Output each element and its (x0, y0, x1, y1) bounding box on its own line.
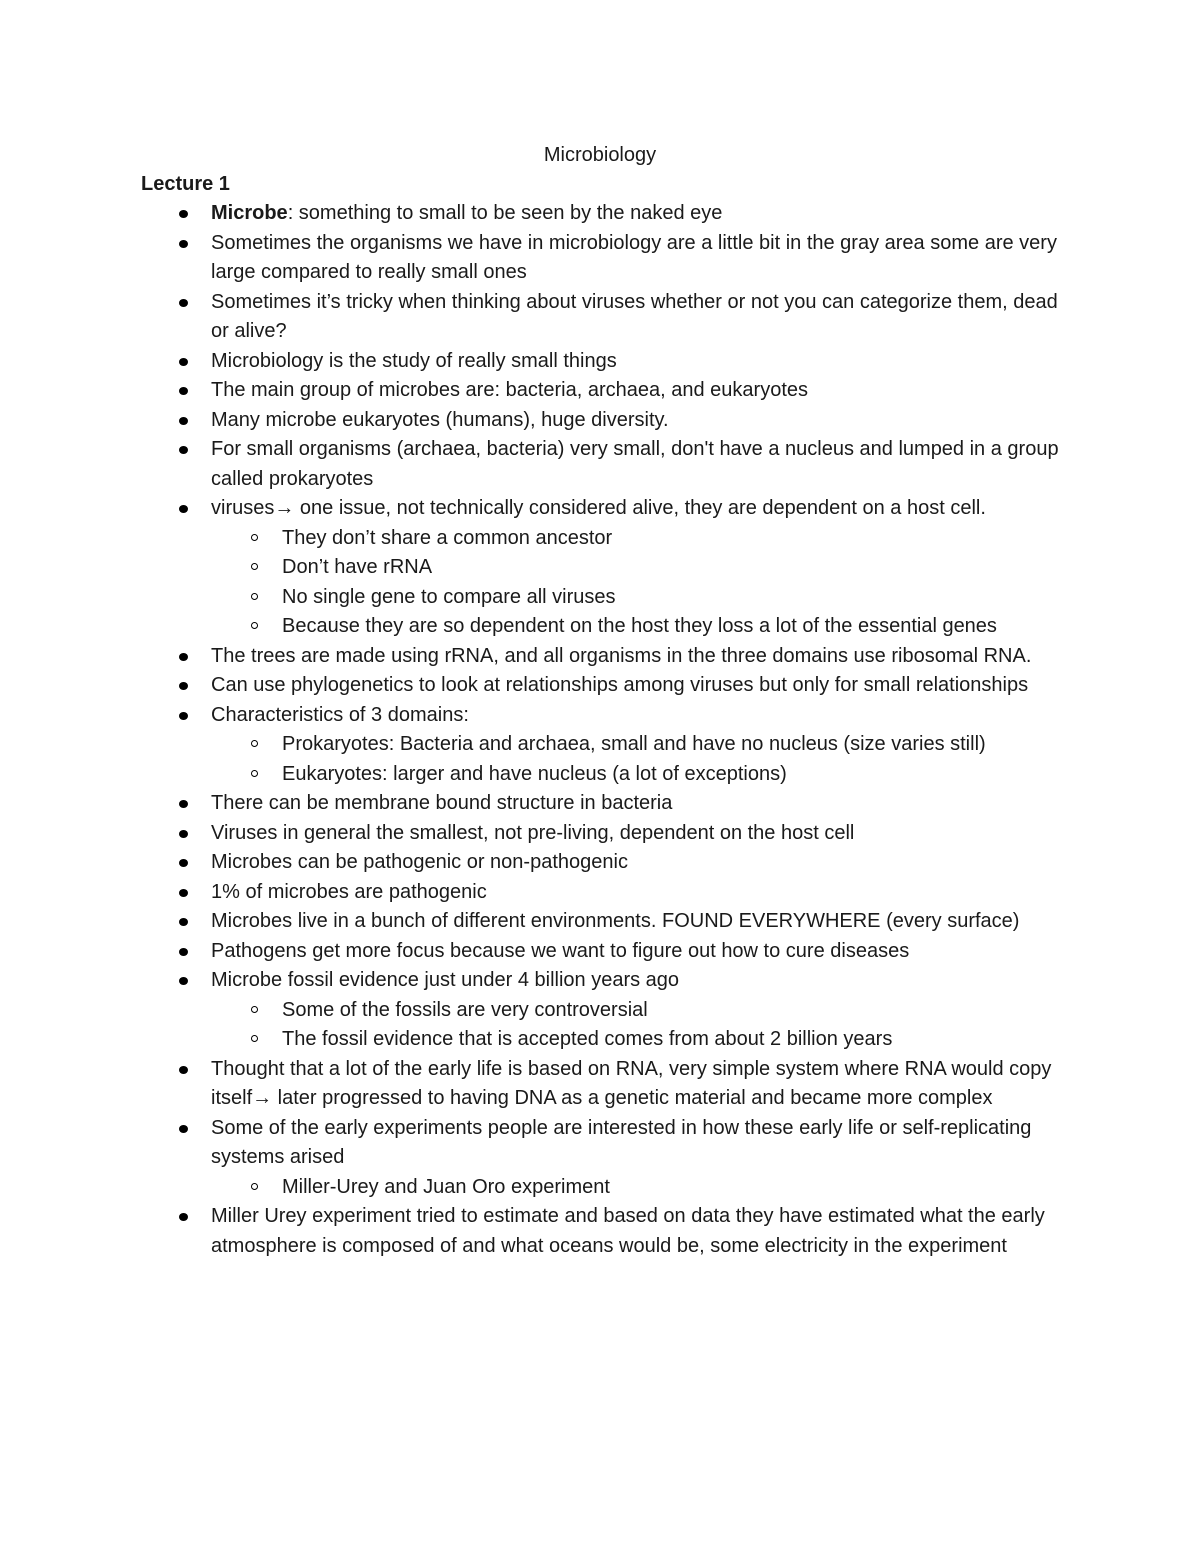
list-item: Microbe fossil evidence just under 4 billion years ago (211, 966, 1071, 996)
list-item: Characteristics of 3 domains: (211, 701, 1071, 731)
sub-list-item: No single gene to compare all viruses (282, 583, 1071, 613)
sub-list-item: Because they are so dependent on the host they loss a lot of the essential genes (282, 612, 1071, 642)
list-item: Many microbe eukaryotes (humans), huge diversity. (211, 406, 1071, 436)
list-item: Some of the early experiments people are interested in how these early life or self-replicating systems arised (211, 1114, 1071, 1173)
list-item: Microbiology is the study of really small things (211, 347, 1071, 377)
sub-list-item: Prokaryotes: Bacteria and archaea, small and have no nucleus (size varies still) (282, 730, 1071, 760)
list-item: Sometimes the organisms we have in microbiology are a little bit in the gray area some are very large compared to really small ones (211, 229, 1071, 288)
list-item (211, 199, 1071, 229)
notes-list (211, 199, 1071, 1261)
item-text: : something to small to be seen by the naked eye (287, 202, 723, 224)
list-item: Sometimes it’s tricky when thinking about viruses whether or not you can categorize them, dead or alive? (211, 288, 1071, 347)
list-item: Miller Urey experiment tried to estimate and based on data they have estimated what the early atmosphere is composed of and what oceans would be, some electricity in the experiment (211, 1202, 1071, 1261)
list-item: For small organisms (archaea, bacteria) very small, don't have a nucleus and lumped in a group called prokaryotes (211, 435, 1071, 494)
list-item: There can be membrane bound structure in bacteria (211, 789, 1071, 819)
document-title: Microbiology (543, 144, 657, 166)
list-item: Can use phylogenetics to look at relationships among viruses but only for small relationships (211, 671, 1071, 701)
list-item: Pathogens get more focus because we want to figure out how to cure diseases (211, 937, 1071, 967)
list-item: The main group of microbes are: bacteria, archaea, and eukaryotes (211, 376, 1071, 406)
sub-list-item: Miller-Urey and Juan Oro experiment (282, 1173, 1071, 1203)
lecture-heading: Lecture 1 (141, 173, 230, 195)
sub-list-item: Eukaryotes: larger and have nucleus (a lot of exceptions) (282, 760, 1071, 790)
sub-list-item: Don’t have rRNA (282, 553, 1071, 583)
list-item: viruses→ one issue, not technically considered alive, they are dependent on a host cell. (211, 494, 1071, 524)
list-item: Microbes can be pathogenic or non-pathogenic (211, 848, 1071, 878)
term-bold: Microbe (211, 202, 288, 224)
list-item: 1% of microbes are pathogenic (211, 878, 1071, 908)
list-item: Thought that a lot of the early life is based on RNA, very simple system where RNA would copy itself→ later progressed to having DNA as a genetic material and became more complex (211, 1055, 1071, 1114)
list-item: Microbes live in a bunch of different environments. FOUND EVERYWHERE (every surface) (211, 907, 1071, 937)
sub-list-item: The fossil evidence that is accepted comes from about 2 billion years (282, 1025, 1071, 1055)
list-item: The trees are made using rRNA, and all organisms in the three domains use ribosomal RNA. (211, 642, 1071, 672)
sub-list-item: Some of the fossils are very controversial (282, 996, 1071, 1026)
sub-list-item: They don’t share a common ancestor (282, 524, 1071, 554)
list-item: Viruses in general the smallest, not pre-living, dependent on the host cell (211, 819, 1071, 849)
